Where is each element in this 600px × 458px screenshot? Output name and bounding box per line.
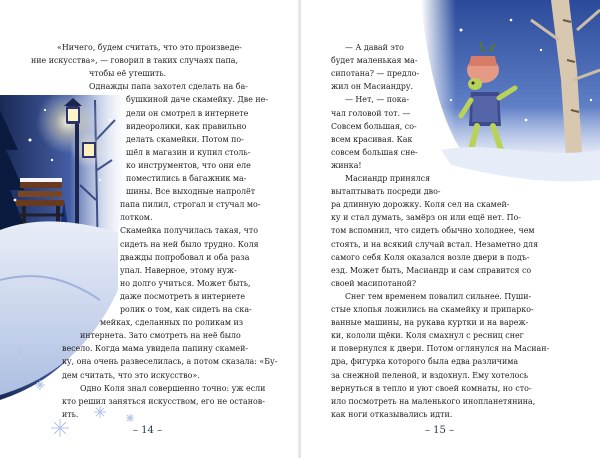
text-line: ку и стал думать, замёрз он или ещё нет. По- xyxy=(331,213,521,223)
text-line: лотком. xyxy=(120,213,153,223)
text-line: вернуться в тепло и уют своей комнаты, но сто- xyxy=(331,383,532,393)
text-line: Снег тем временем повалил сильнее. Пуши- xyxy=(345,291,532,301)
text-line: Совсем большая, со- xyxy=(331,121,417,131)
text-line: Масиандр принялся xyxy=(345,174,431,183)
text-line: «Ничего, будем считать, что это произведе- xyxy=(57,43,242,52)
text-line: упал. Наверное, этому нуж- xyxy=(120,265,237,275)
text-line: ку, она очень развеселилась, а потом сказала: «Бу- xyxy=(62,357,278,367)
right-page xyxy=(301,0,600,458)
text-line: ние искусства», — говорил в таких случаях папа, xyxy=(31,56,238,66)
text-line: папа пилил, строгал и стучал мо- xyxy=(120,200,261,210)
text-line: чал головой тот. — xyxy=(331,108,411,118)
text-line: за снежной пеленой, и вздохнул. Ему хотелось xyxy=(331,370,529,380)
text-line: шины. Все выходные напролёт xyxy=(126,187,256,197)
text-line: шёл в магазин и купил столь- xyxy=(126,147,251,157)
text-line: даже посмотреть в интернете xyxy=(120,291,246,301)
text-line: Скамейка получилась такая, что xyxy=(120,226,258,236)
text-line: — А давай это xyxy=(345,43,404,52)
text-line: ра длинную дорожку. Коля сел на скамей- xyxy=(331,200,510,210)
text-line: Однажды папа захотел сделать на ба- xyxy=(89,82,248,92)
page-number-left: – 14 – xyxy=(133,425,163,436)
text-line: дважды попробовал и оба раза xyxy=(120,252,250,262)
text-line: будет маленькая ма- xyxy=(331,56,418,66)
text-line: кто решил заняться искусством, его не останов- xyxy=(62,396,265,406)
text-line: вытаптывать посреди дво- xyxy=(331,187,441,197)
text-line: и повернулся к двери. Потом оглянулся на Масиан- xyxy=(331,344,550,354)
text-line: ить. xyxy=(62,409,79,419)
text-line: бушкиной даче скамейку. Две не- xyxy=(126,95,268,105)
text-line: совсем большая сне- xyxy=(331,147,418,157)
text-line: том вспомнил, что сидеть обычно холоднее, чем xyxy=(331,226,535,236)
text-line: ролик о том, как сидеть на ска- xyxy=(120,305,252,314)
text-line: чтобы её утешить. xyxy=(89,69,167,79)
text-line: мейках, сделанных по роликам из xyxy=(100,318,244,328)
text-line: дели он смотрел в интернете xyxy=(126,108,249,118)
text-line: ило посмотреть на маленького инопланетянина, xyxy=(331,396,536,406)
text-line: стые хлопья ложились на скамейку и припарко- xyxy=(331,305,534,314)
text-line: сипотана? — предло- xyxy=(331,69,420,79)
text-line: дем считать, что это искусство». xyxy=(62,370,200,380)
text-line: поместились в багажник ма- xyxy=(126,174,247,183)
text-line: как ноги отказывались идти. xyxy=(331,409,453,419)
text-line: жинка! xyxy=(331,160,362,170)
text-line: интернета. Зато смотреть на неё было xyxy=(80,331,241,341)
text-line: Одно Коля знал совершенно точно: уж если xyxy=(80,383,266,393)
text-line: но долго учиться. Может быть, xyxy=(120,278,251,288)
text-line: ванные машины, на рукава куртки и на вареж- xyxy=(331,318,529,328)
text-line: стоять, и на всякий случай встал. Незаметно для xyxy=(331,239,539,249)
text-line: видеоролики, как правильно xyxy=(126,121,247,131)
text-line: ки, кололи щёки. Коля смахнул с ресниц снег xyxy=(331,331,524,341)
left-page xyxy=(0,0,299,458)
page-number-right: – 15 – xyxy=(425,425,455,436)
text-line: весело. Когда мама увидела папину скамей- xyxy=(62,344,249,354)
text-line: всем красивая. Как xyxy=(331,134,413,144)
text-line: езд. Может быть, Масиандр и сам справится со xyxy=(331,265,532,275)
text-line: делать скамейки. Потом по- xyxy=(126,134,244,144)
text-line: сидеть на ней было трудно. Коля xyxy=(120,239,259,249)
text-line: ко инструментов, что они еле xyxy=(126,160,251,170)
text-line: своей масипотаной? xyxy=(331,278,417,288)
text-line: жил он Масиандру. xyxy=(331,82,414,92)
text-line: дра, фигурка которого была едва различима xyxy=(331,357,519,367)
text-line: самого себя Коля оказался возле двери в подъ- xyxy=(331,252,530,262)
text-line: — Нет, — пока- xyxy=(345,95,410,105)
